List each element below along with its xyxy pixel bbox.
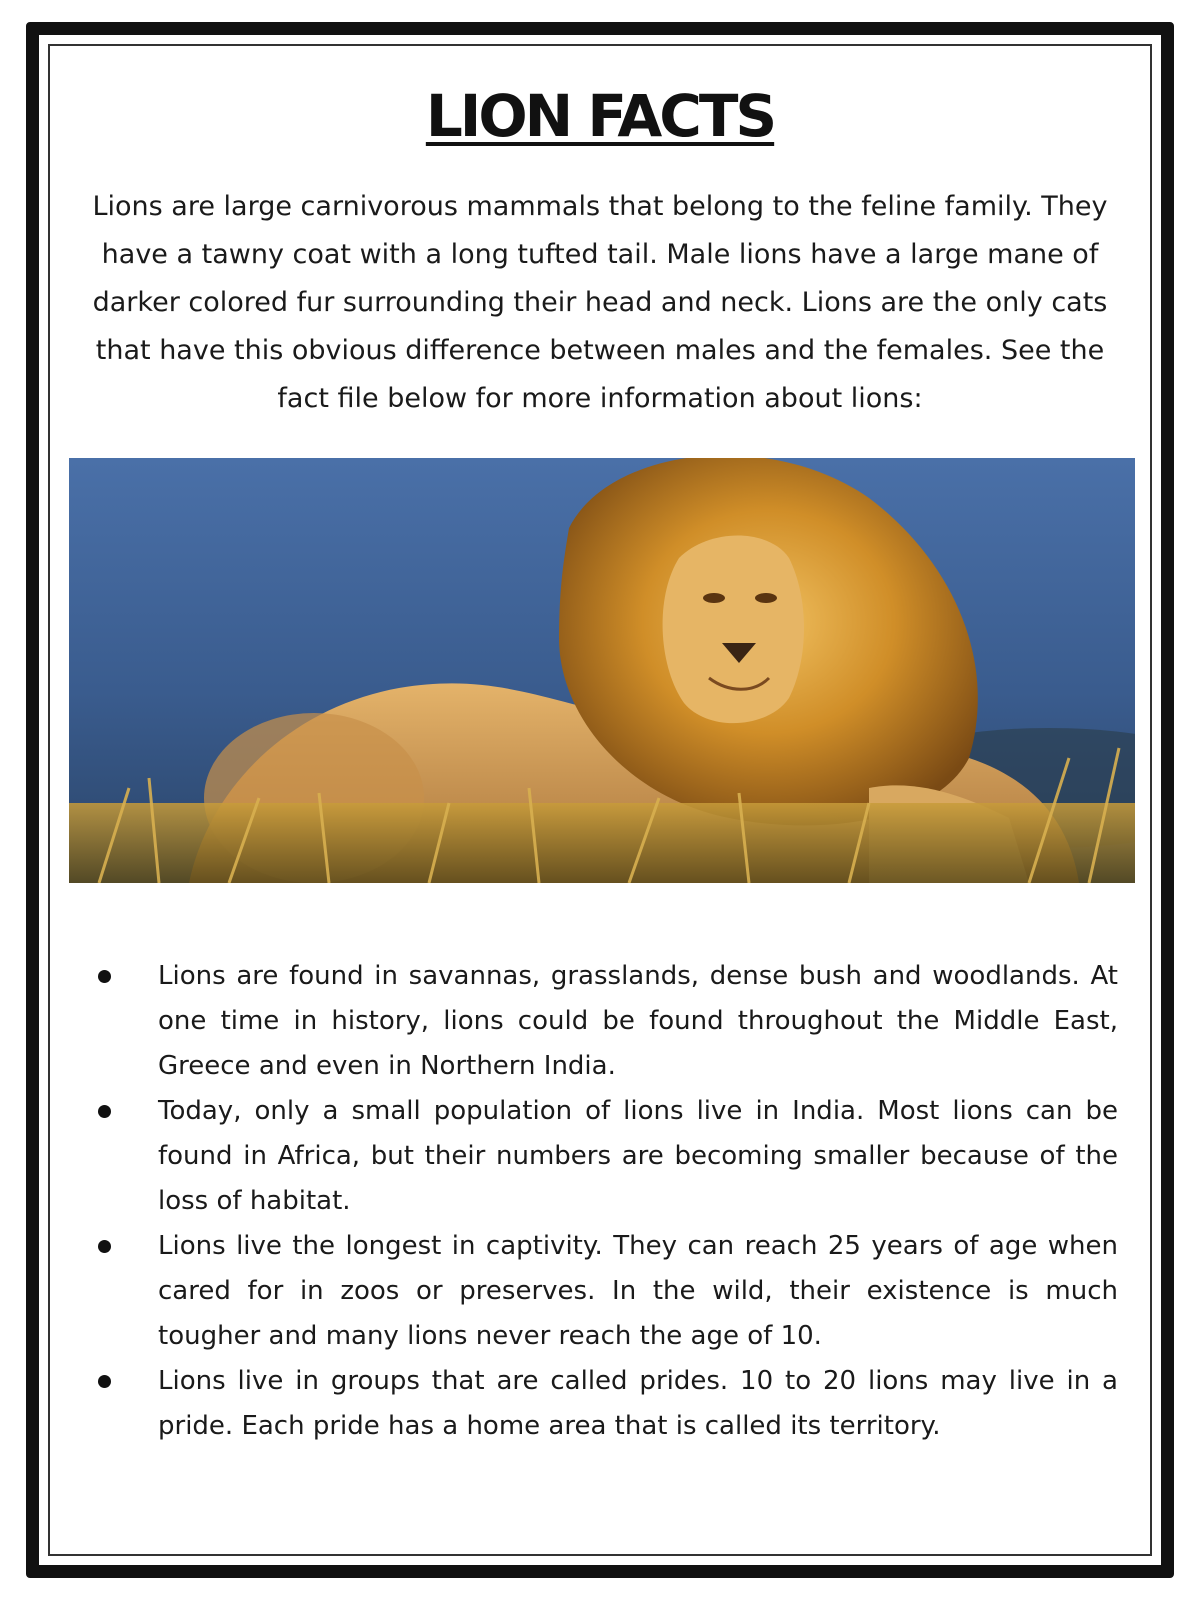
fact-text: Lions are found in savannas, grasslands, dense bush and woodlands. At one time in history, lions could be found throughout the Middle East, Greece and even in Northern India. (158, 961, 1118, 1081)
lion-illustration (69, 458, 1135, 883)
list-item (88, 1359, 1118, 1449)
lion-face (663, 536, 804, 724)
lion-eye-left (703, 593, 725, 603)
list-item (88, 1089, 1118, 1224)
list-item (88, 1224, 1118, 1359)
lion-photo (69, 458, 1135, 883)
fact-text: Lions live the longest in captivity. They can reach 25 years of age when cared for in zoos or preserves. In the wild, their existence is much tougher and many lions never reach the age of 10. (158, 1231, 1118, 1351)
grass (69, 803, 1135, 883)
lion-eye-right (755, 593, 777, 603)
list-item (88, 954, 1118, 1089)
bullet-icon (98, 1105, 111, 1118)
page-title (0, 76, 1200, 156)
fact-list (88, 954, 1118, 1449)
intro-paragraph: Lions are large carnivorous mammals that belong to the feline family. They have a tawny coat with a long tufted tail. Male lions have a large mane of darker colored fur surrounding their head and neck. Lions are the only cats that have this obvious difference between males and the females. See the fact file below for more information about lions: (92, 191, 1108, 414)
fact-text: Today, only a small population of lions live in India. Most lions can be found in Africa, but their numbers are becoming smaller because of the loss of habitat. (158, 1096, 1118, 1216)
fact-text: Lions live in groups that are called prides. 10 to 20 lions may live in a pride. Each pride has a home area that is called its territory. (158, 1366, 1118, 1441)
bullet-icon (98, 970, 111, 983)
bullet-icon (98, 1240, 111, 1253)
bullet-icon (98, 1375, 111, 1388)
page-title-text: LION FACTS (425, 82, 775, 150)
